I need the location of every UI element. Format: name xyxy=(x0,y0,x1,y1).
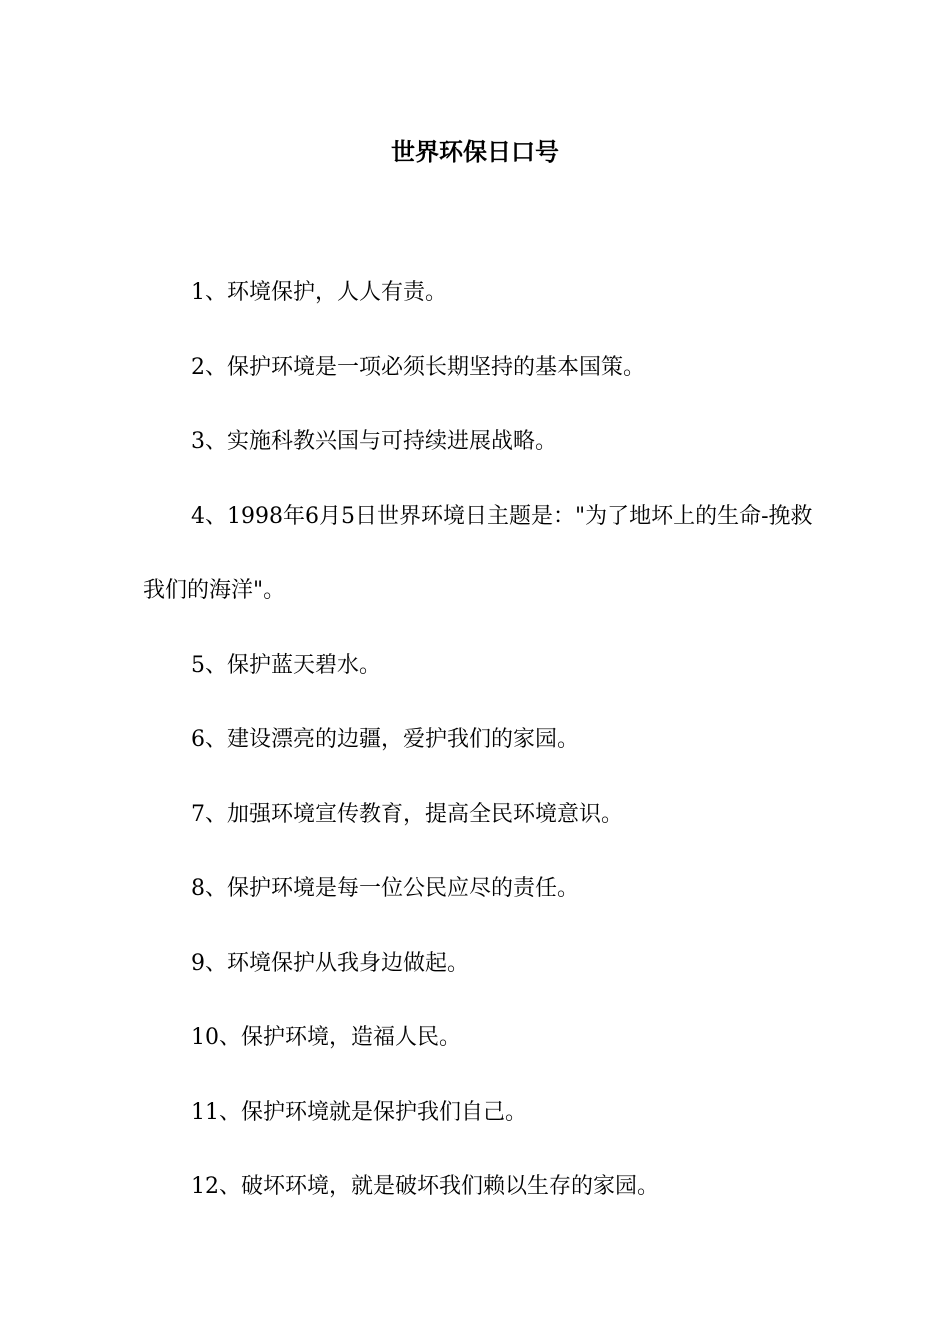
slogan-item-1: 1、环境保护，人人有责。 xyxy=(191,280,447,305)
slogan-item-10: 10、保护环境，造福人民。 xyxy=(191,1025,461,1050)
slogan-list xyxy=(143,256,813,1225)
slogan-item-9: 9、环境保护从我身边做起。 xyxy=(191,950,469,976)
page-title: 世界环保日口号 xyxy=(391,138,559,166)
slogan-item-6: 6、建设漂亮的边疆，爱护我们的家园。 xyxy=(191,727,579,752)
slogan-item-3: 3、实施科教兴国与可持续进展战略。 xyxy=(191,429,557,454)
slogan-item-7: 7、加强环境宣传教育，提高全民环境意识。 xyxy=(191,801,623,827)
slogan-item-4: 4、1998年6月5日世界环境日主题是："为了地坏上的生命-挽救我们的海洋"。 xyxy=(143,503,813,603)
slogan-item-2: 2、保护环境是一项必须长期坚持的基本国策。 xyxy=(191,354,645,380)
slogan-item-11: 11、保护环境就是保护我们自己。 xyxy=(191,1099,527,1125)
slogan-item-12: 12、破坏环境，就是破坏我们赖以生存的家园。 xyxy=(191,1174,659,1199)
slogan-item-8: 8、保护环境是每一位公民应尽的责任。 xyxy=(191,876,579,901)
slogan-item-5: 5、保护蓝天碧水。 xyxy=(191,652,381,678)
